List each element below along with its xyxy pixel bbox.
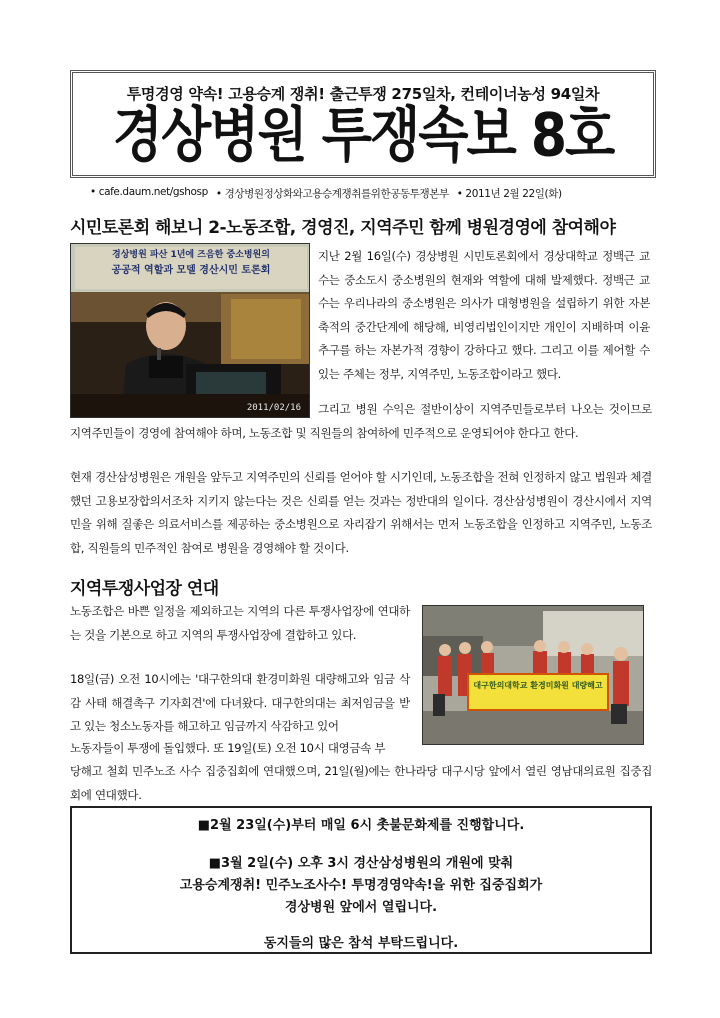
section2-title: 지역투쟁사업장 연대 [70, 579, 219, 599]
section2-paragraph2b: 노동자들이 투쟁에 돌입했다. 또 19일(토) 오전 10시 대영금속 부 [70, 741, 386, 755]
section1-paragraph3: 현재 경산삼성병원은 개원을 앞두고 지역주민의 신뢰를 얻어야 할 시기인데, 노동조합을 전혀 인정하지 않고 법원과 체결했던 고용보장합의서조차 지키지 않는다는 것은 신뢰를 얻는 것과는 정반대의 일이다. 경산삼성병원이 경산시에서 지역민을 위해 질좋은 의료서비스를 제공하는 중소병원으로 자리잡기 위해서는 먼저 노동조합을 인정하고 지역주민, 노동조합, 직원들의 민주적인 참여로 병원을 경영해야 할 것이다. [70, 470, 652, 555]
section1-title: 시민토론회 해보니 2-노동조합, 경영진, 지역주민 함께 병원경영에 참여해야 [70, 218, 616, 238]
photo-banner-line1: 경상병원 파산 1년에 즈음한 중소병원의 [112, 250, 270, 260]
section2-paragraph3: 당해고 철회 민주노조 사수 집중집회에 연대했으며, 21일(월)에는 한나라당 대구시당 앞에서 열린 영남대의료원 집중집회에 연대했다. [70, 764, 652, 802]
section1-paragraph2: 그리고 병원 수익은 절반이상이 지역주민들로부터 나오는 것이므로 지역주민들이 경영에 참여해야 하며, 노동조합 및 직원들의 참여하에 민주적으로 운영되어야 한다고 한다. [70, 402, 652, 440]
notice-line1: ■2월 23일(수)부터 매일 6시 촛불문화제를 진행합니다. [197, 818, 525, 833]
issue-date: • 2011년 2월 22일(화) [456, 188, 562, 200]
forum-photo [70, 243, 310, 418]
organization-name: • 경상병원정상화와고용승계쟁취를위한공동투쟁본부 [215, 188, 449, 200]
meta-line [90, 186, 650, 201]
press-conference-photo [422, 605, 644, 745]
header-box [70, 70, 656, 178]
header-subtitle: 투명경영 약속! 고용승계 쟁취! 출근투쟁 275일차, 컨테이너농성 94일차 [126, 85, 600, 103]
notice-line2: ■3월 2일(수) 오후 3시 경산삼성병원의 개원에 맞춰 [208, 856, 514, 871]
notice-box [70, 806, 652, 954]
notice-line3: 고용승계쟁취! 민주노조사수! 투명경영약속!을 위한 집중집회가 [179, 878, 543, 893]
section2-paragraph2: 18일(금) 오전 10시에는 '대구한의대 환경미화원 대량해고와 임금 삭감 사태 해결촉구 기자회견'에 다녀왔다. 대구한의대는 최저임금을 받고 있는 청소노동자를 해고하고 임금까지 삭감하고 있어 [70, 672, 410, 733]
photo-banner-line2: 공공적 역할과 모델 경산시민 토론회 [111, 265, 271, 276]
photo-date-stamp: 2011/02/16 [246, 403, 301, 413]
notice-line4: 경상병원 앞에서 열립니다. [284, 900, 438, 915]
section2-paragraph1: 노동조합은 바쁜 일정을 제외하고는 지역의 다른 투쟁사업장에 연대하는 것을 기본으로 하고 지역의 투쟁사업장에 결합하고 있다. [70, 604, 410, 642]
cafe-link[interactable]: • cafe.daum.net/gshosp [90, 186, 208, 198]
newsletter-title: 경상병원 투쟁속보 8호 [112, 101, 614, 171]
notice-line5: 동지들의 많은 참석 부탁드립니다. [263, 936, 459, 951]
banner-text: 대구한의대학교 환경미화원 대량해고 [473, 681, 603, 690]
section1-paragraph1: 지난 2월 16일(수) 경상병원 시민토론회에서 경상대학교 정백근 교수는 중소도시 중소병원의 현재와 역할에 대해 발제했다. 정백근 교수는 우리나라의 중소병원은 의사가 대형병원을 설립하기 위한 자본 축적의 중간단계에 해당해, 비영리법인이지만 개인이 지배하며 이윤추구를 하는 자본가적 경향이 강하다고 했다. 그리고 이를 제어할 수 있는 주체는 정부, 지역주민, 노동조합이라고 했다. [318, 249, 650, 381]
